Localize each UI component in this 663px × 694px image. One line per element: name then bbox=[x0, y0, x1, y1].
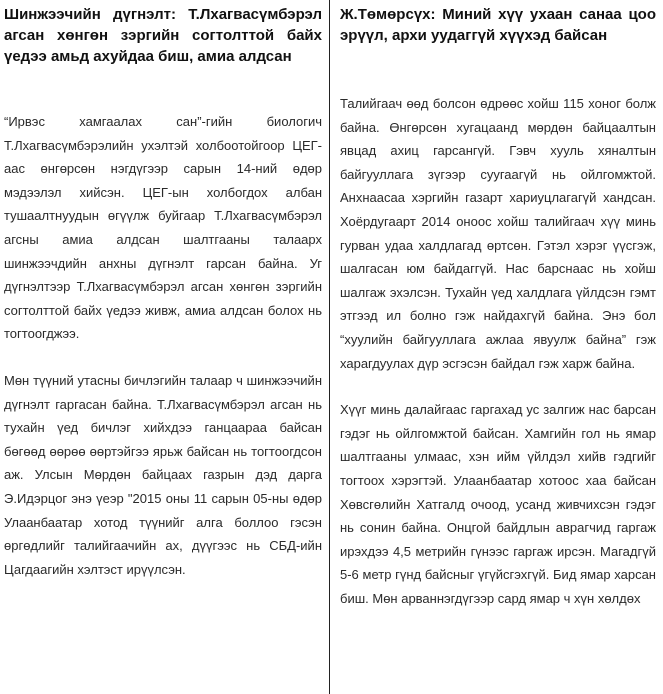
right-article bbox=[340, 0, 656, 610]
right-paragraph-2: Хүүг минь далайгаас гаргахад ус залгиж нас барсан гэдэг нь ойлгомжтой байсан. Хамгийн гол нь ямар шалтгааны улмаас, хэн ийм үйлдэл хийв гэдгийг тогтоох хэрэгтэй. Улаанбаатар хотоос хаа байсан Хөвсгөлийн Хатгалд очоод, усанд живчихсэн гэдэг нь сонин байна. Онцгой байдлын аврагчид гаргаж ирэхдээ 4,5 метрийн гүнээс гаргаж ирсэн. Магадгүй 5-6 метр гүнд байсныг үгүйсгэхгүй. Бид ямар харсан биш. Мөн арваннэгдүгээр сард ямар ч хүн хөлдөх bbox=[340, 402, 656, 606]
right-paragraph-1: Талийгаач өөд болсон өдрөөс хойш 115 хоног болж байна. Өнгөрсөн хугацаанд мөрдөн байцаалтын явцад ахиц гарсангүй. Гэвч хууль хяналтын байгууллага зүгээр суугаагүй нь ойлгомжтой. Анхнаасаа хэргийн газарт хариуцлагагүй хандсан. Хоёрдугаарт 2014 оноос хойш талийгаач хүү минь гурван удаа халдлагад өртсөн. Гэтэл хэрэг үүсгэж, шалгасан юм байдаггүй. Нас барснаас нь хойш шалгаж эхэлсэн. Тухайн үед халдлага үйлдсэн гэмт этгээд ил болно гэж найдахгүй байна. Энэ бол “хуулийн байгууллага ажлаа явуулж байна” гэж харагдуулах дүр эсгэсэн байдал гэж харж байна. bbox=[340, 96, 656, 371]
left-paragraph-2: Мөн түүний утасны бичлэгийн талаар ч шинжээчийн дүгнэлт гаргасан байна. Т.Лхагвасүмбэрэл агсан нь тухайн үед бичлэг хийхдээ ганцаараа байсан бөгөөд өөрөө өөртэйгээ ярьж байсан нь тогтоогдсон аж. Улсын Мөрдөн байцаах газрын дэд дарга Э.Идэрцог энэ үеэр "2015 оны 11 сарын 05-ны өдөр Улаанбаатар хотод түүнийг алга боллоо гэсэн өргөдлийг талийгаачийн ах, дүүгээс нь СБД-ийн Цагдаагийн хэлтэст ирүүлсэн. bbox=[4, 372, 322, 577]
right-headline: Ж.Төмөрсүх: Миний хүү ухаан санаа цоо эрүүл, архи уудаггүй хүүхэд байсан bbox=[340, 6, 656, 44]
left-paragraph-1: “Ирвэс хамгаалах сан”-гийн биологич Т.Лхагвасүмбэрэлийн ухэлтэй холбоотойгоор ЦЕГ-аас өнгөрсөн нэгдүгээр сарын 14-ний өдөр мэдээлэл хийсэн. ЦЕГ-ын холбогдох албан тушаалтнуудын өгүүлж буйгаар Т.Лхагвасүмбэрэл агсны амиа алдсан шалтгааны талаарх шинжээчдийн анхны дүгнэлт гарсан байна. Уг дүгнэлтээр Т.Лхагвасүмбэрэл агсан хөнгөн зэргийн согтолттой байх үедээ живж, амиа алдсан болох нь тогтоогджээ. bbox=[4, 114, 322, 342]
left-article bbox=[4, 0, 322, 581]
column-divider bbox=[329, 0, 330, 694]
left-headline: Шинжээчийн дүгнэлт: Т.Лхагвасүмбэрэл агсан хөнгөн зэргийн согтолттой байх үедээ амьд ахуйдаа биш, амиа алдсан bbox=[4, 6, 322, 65]
